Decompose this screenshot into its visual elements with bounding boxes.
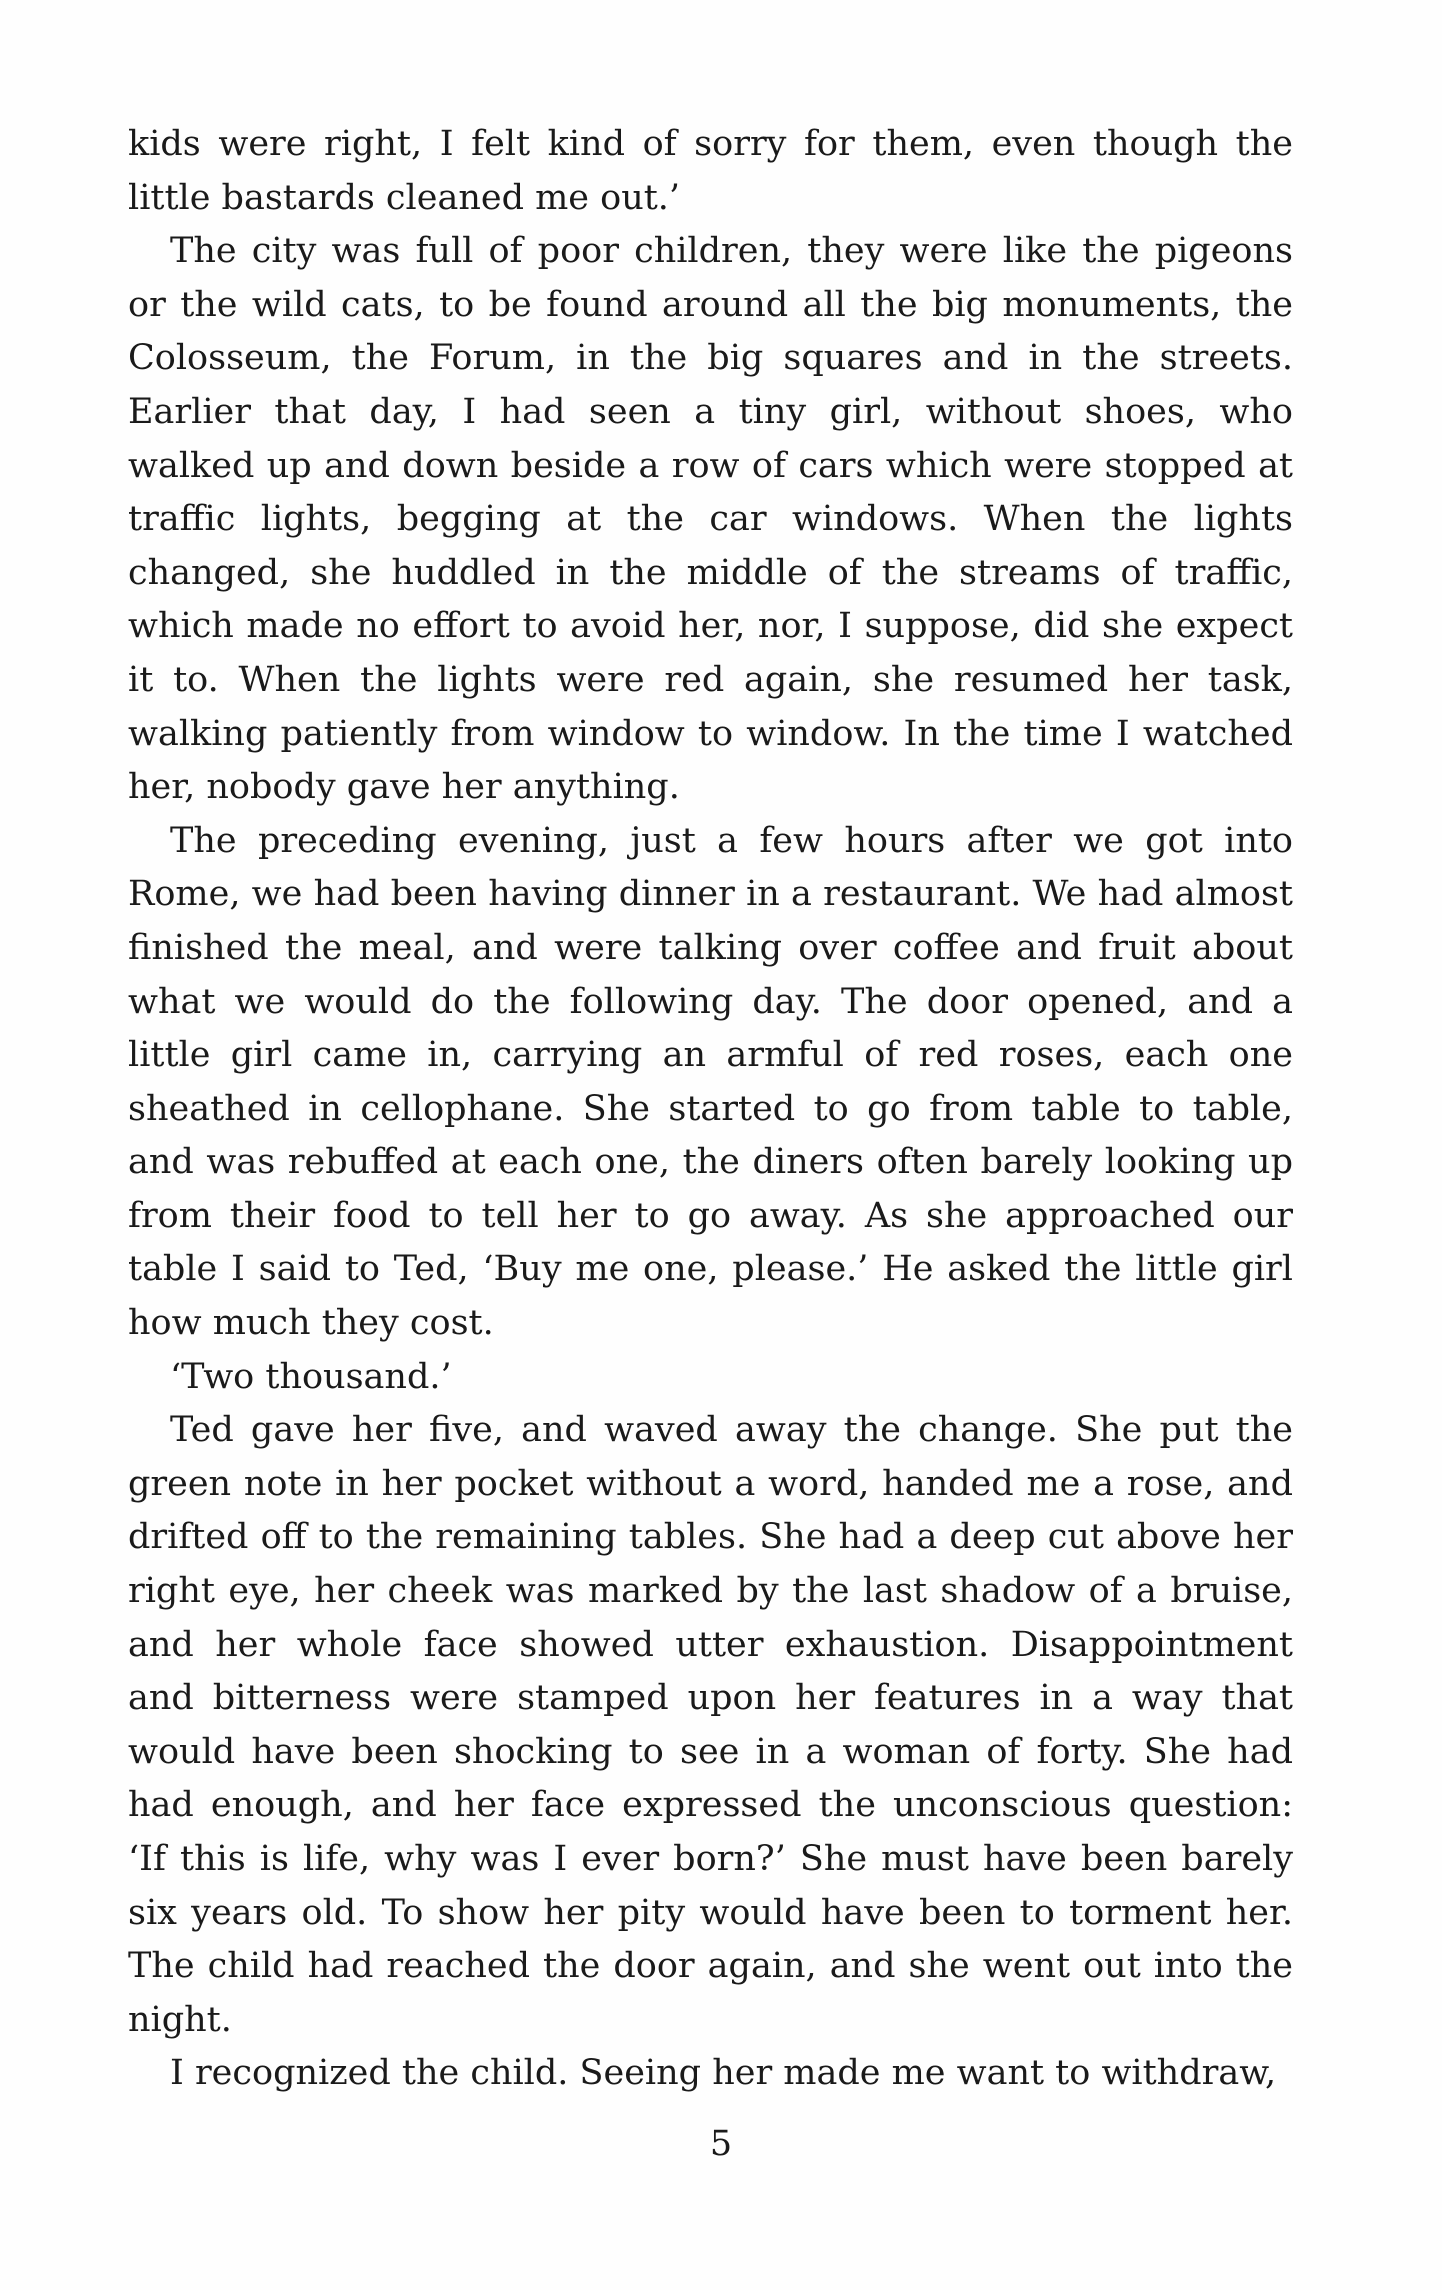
body-text xyxy=(128,118,1293,2101)
paragraph: The city was full of poor children, they were like the pigeons or the wild cats, to be found around all the big monuments, the Colosseum, the Forum, in the big squares and in the streets. Earlier that day, I had seen a tiny girl, without shoes, who walked up and down beside a row of cars which were stopped at traffic lights, begging at the car windows. When the lights changed, she huddled in the middle of the streams of traffic, which made no effort to avoid her, nor, I suppose, did she expect it to. When the lights were red again, she resumed her task, walking patiently from window to window. In the time I watched her, nobody gave her anything. xyxy=(128,231,1293,808)
paragraph: The preceding evening, just a few hours after we got into Rome, we had been having dinner in a restaurant. We had almost finished the meal, and were talking over coffee and fruit about what we would do the following day. The door opened, and a little girl came in, carrying an armful of red roses, each one sheathed in cellophane. She started to go from table to table, and was rebuffed at each one, the diners often barely looking up from their food to tell her to go away. As she approached our table I said to Ted, ‘Buy me one, please.’ He asked the little girl how much they cost. xyxy=(128,820,1293,1344)
paragraph: I recognized the child. Seeing her made me want to withdraw, xyxy=(170,2053,1277,2094)
paragraph: ‘Two thousand.’ xyxy=(170,1356,452,1397)
paragraph: kids were right, I felt kind of sorry for them, even though the little bastards cleaned me out.’ xyxy=(128,124,1293,218)
paragraph: Ted gave her five, and waved away the change. She put the green note in her pocket without a word, handed me a rose, and drifted off to the remaining tables. She had a deep cut above her right eye, her cheek was marked by the last shadow of a bruise, and her whole face showed utter exhaustion. Disappointment and bitterness were stamped upon her features in a way that would have been shocking to see in a woman of forty. She had had enough, and her face expressed the unconscious question: ‘If this is life, why was I ever born?’ She must have been barely six years old. To show her pity would have been to torment her. The child had reached the door again, and she went out into the night. xyxy=(128,1410,1293,2040)
page-number: 5 xyxy=(709,2124,733,2164)
